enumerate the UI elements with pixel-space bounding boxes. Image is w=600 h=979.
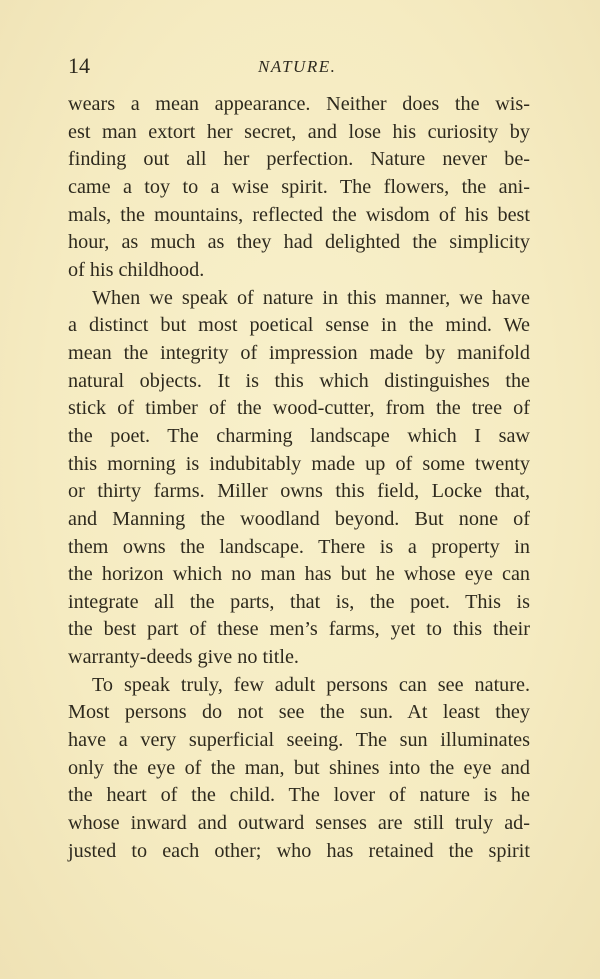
paragraph [68,672,530,866]
text-line: of his childhood. [68,258,205,281]
text-line: wears a mean appearance. Neither does the wis- [68,93,530,115]
text-line: natural objects. It is this which distinguishes the [68,369,530,392]
text-line: Most persons do not see the sun. At least they [68,701,530,724]
paragraph [68,91,530,285]
body-text [68,91,530,865]
text-line: mals, the mountains, reflected the wisdom of his best [68,203,530,226]
running-title: NATURE. [258,57,337,76]
text-line: hour, as much as they had delighted the simplicity [68,231,530,254]
text-line: have a very superficial seeing. The sun illuminates [68,729,530,752]
running-head [68,52,530,80]
text-line: the poet. The charming landscape which I saw [68,424,530,447]
text-line: or thirty farms. Miller owns this field, Locke that, [68,480,530,503]
text-line: only the eye of the man, but shines into the eye and [68,756,530,779]
text-line: came a toy to a wise spirit. The flowers, the ani- [68,175,530,198]
text-line: To speak truly, few adult persons can see nature. [92,673,530,696]
text-line: a distinct but most poetical sense in the mind. We [68,314,530,337]
text-line: est man extort her secret, and lose his curiosity by [68,120,530,143]
text-line: the best part of these men’s farms, yet to this their [68,618,530,641]
text-line: the horizon which no man has but he whose eye can [68,563,530,586]
text-line: warranty-deeds give no title. [68,646,299,669]
text-line: them owns the landscape. There is a property in [68,535,530,558]
paragraph [68,285,530,672]
text-line: finding out all her perfection. Nature never be- [68,148,530,171]
text-line: this morning is indubitably made up of some twenty [68,452,530,475]
text-line: When we speak of nature in this manner, we have [92,286,530,309]
text-line: whose inward and outward senses are still truly ad- [68,812,530,835]
text-line: stick of timber of the wood-cutter, from the tree of [68,397,530,420]
text-line: justed to each other; who has retained the spirit [68,839,530,862]
text-line: the heart of the child. The lover of nature is he [68,784,530,807]
text-line: mean the integrity of impression made by manifold [68,341,530,364]
page-number: 14 [68,53,90,78]
text-line: integrate all the parts, that is, the poet. This is [68,590,530,613]
text-line: and Manning the woodland beyond. But none of [68,507,530,530]
